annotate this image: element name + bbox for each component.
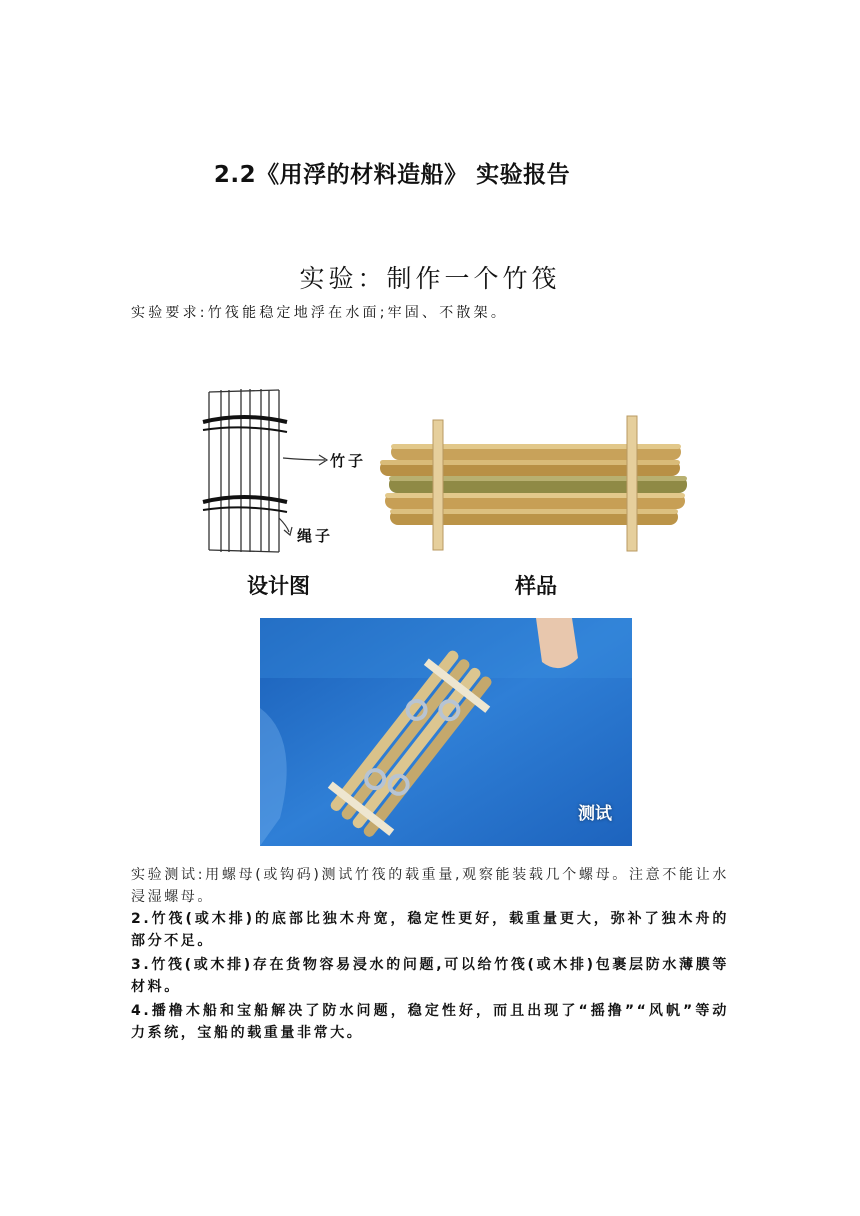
- photo-label: 测试: [578, 804, 612, 824]
- design-caption: 设计图: [247, 574, 310, 598]
- raft-figure: [195, 380, 695, 605]
- experiment-requirement: 实验要求:竹筏能稳定地浮在水面;牢固、不散架。: [131, 305, 509, 321]
- conclusion-2: 2.竹筏(或木排)的底部比独木舟宽，稳定性更好，载重量更大，弥补了独木舟的部分不足。: [131, 911, 729, 949]
- test-paragraph: 实验测试:用螺母(或钩码)测试竹筏的载重量,观察能装载几个螺母。注意不能让水浸湿螺母。: [131, 867, 729, 905]
- conclusion-4: 4.播橹木船和宝船解决了防水问题，稳定性好，而且出现了“摇撸”“风帆”等动力系统，宝船的载重量非常大。: [131, 1003, 729, 1041]
- experiment-heading: 实验：制作一个竹筏: [299, 264, 561, 293]
- label-bamboo: 竹子: [330, 452, 367, 470]
- page-title: 2.2《用浮的材料造船》 实验报告: [213, 162, 571, 188]
- raft-in-water-image: [260, 618, 632, 846]
- test-photo: [260, 618, 632, 846]
- label-rope: 绳子: [297, 527, 334, 545]
- sample-raft: [380, 416, 687, 551]
- sample-caption: 样品: [515, 574, 557, 598]
- conclusion-3: 3.竹筏(或木排)存在货物容易浸水的问题,可以给竹筏(或木排)包裹层防水薄膜等材料。: [131, 957, 729, 995]
